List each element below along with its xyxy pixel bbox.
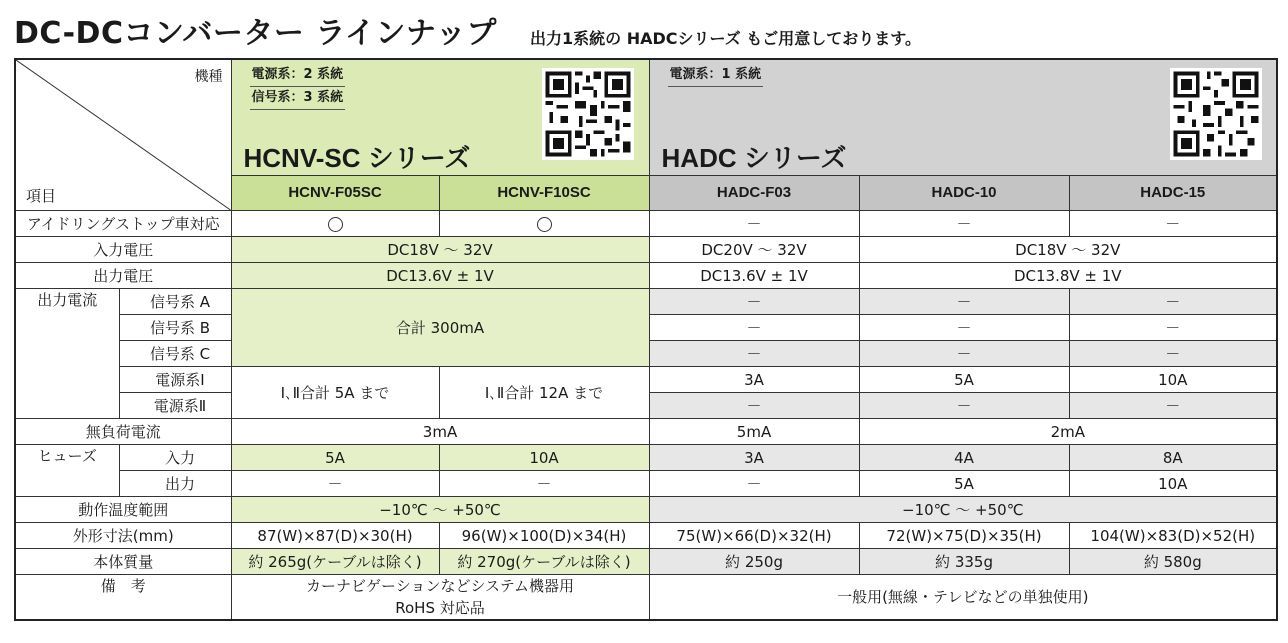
row-label-fuse: ヒューズ [15,445,119,497]
table-row [15,289,1277,315]
noload-hcnv: 3mA [231,419,649,445]
output-i-f05-power: Ⅰ､Ⅱ合計 5A まで [231,367,439,419]
sublabel-power-1: 電源系Ⅰ [119,367,231,393]
fuse-out-f05: － [231,471,439,497]
noload-f03: 5mA [649,419,859,445]
fuse-in-h10: 4A [859,445,1069,471]
sublabel-signal-a: 信号系 A [119,289,231,315]
header-corner-cell [15,59,231,211]
temp-hadc: −10℃ ～ +50℃ [649,497,1277,523]
model-hcnv-f10sc: HCNV-F10SC [439,175,649,210]
sublabel-fuse-out: 出力 [119,471,231,497]
sig-b-h10: － [859,315,1069,341]
dims-f10: 96(W)×100(D)×34(H) [439,523,649,549]
row-label-dims: 外形寸法(mm) [15,523,231,549]
output-i-f10-power: Ⅰ､Ⅱ合計 12A まで [439,367,649,419]
row-label-idle: アイドリングストップ車対応 [15,211,231,237]
idle-h10: － [859,211,1069,237]
model-hadc-10: HADC-10 [859,175,1069,210]
pow2-f03: － [649,393,859,419]
komoku-label: 項目 [26,187,57,205]
mass-f03: 約 250g [649,549,859,575]
pow2-h15: － [1069,393,1277,419]
sig-c-h15: － [1069,341,1277,367]
hcnv-qr-code-icon[interactable] [542,68,634,160]
table-row [15,263,1277,289]
idle-h15: － [1069,211,1277,237]
hadc-series-header [649,59,1277,175]
output-v-hadc: DC13.8V ± 1V [859,263,1277,289]
table-row [15,445,1277,471]
fuse-in-f05: 5A [231,445,439,471]
row-label-output-current: 出力電流 [15,289,119,419]
dims-h10: 72(W)×75(D)×35(H) [859,523,1069,549]
row-label-notes: 備 考 [15,575,231,621]
table-row [15,575,1277,621]
kishu-label: 機種 [194,69,223,85]
sig-b-h15: － [1069,315,1277,341]
sig-b-f03: － [649,315,859,341]
fuse-out-f10: － [439,471,649,497]
row-label-temp: 動作温度範囲 [15,497,231,523]
fuse-out-h15: 10A [1069,471,1277,497]
notes-hcnv [231,575,649,621]
idle-f03: － [649,211,859,237]
notes-hcnv-line2: RoHS 対応品 [395,599,485,617]
output-v-f03: DC13.6V ± 1V [649,263,859,289]
table-row [15,471,1277,497]
mass-f05: 約 265g(ケーブルは除く) [231,549,439,575]
hadc-power-tag: 電源系：1 系統 [668,64,764,87]
fuse-in-f03: 3A [649,445,859,471]
table-row [15,549,1277,575]
input-v-hadc: DC18V ～ 32V [859,237,1277,263]
page-title: DC-DCコンバーター ラインナップ [14,16,497,51]
table-row [15,211,1277,237]
hcnv-power-tag: 電源系：2 系統 [250,64,346,87]
lineup-table [14,58,1278,621]
pow1-h15: 10A [1069,367,1277,393]
row-label-input-voltage: 入力電圧 [15,237,231,263]
sig-c-f03: － [649,341,859,367]
sublabel-power-2: 電源系Ⅱ [119,393,231,419]
fuse-out-f03: － [649,471,859,497]
table-row [15,497,1277,523]
sublabel-signal-b: 信号系 B [119,315,231,341]
hcnv-signal-tag: 信号系：3 系統 [250,87,346,110]
table-row [15,367,1277,393]
sig-a-h10: － [859,289,1069,315]
hadc-qr-code-icon[interactable] [1170,68,1262,160]
hcnv-series-name: HCNV-SC シリーズ [243,142,471,173]
idle-f05-circle-icon [231,211,439,237]
model-hadc-f03: HADC-F03 [649,175,859,210]
idle-f10-circle-icon [439,211,649,237]
model-hadc-15: HADC-15 [1069,175,1277,210]
model-hcnv-f05sc: HCNV-F05SC [231,175,439,210]
table-row [15,523,1277,549]
pow1-f03: 3A [649,367,859,393]
input-v-f03: DC20V ～ 32V [649,237,859,263]
output-v-hcnv: DC13.6V ± 1V [231,263,649,289]
fuse-in-f10: 10A [439,445,649,471]
dims-h15: 104(W)×83(D)×52(H) [1069,523,1277,549]
sig-a-h15: － [1069,289,1277,315]
row-label-output-voltage: 出力電圧 [15,263,231,289]
temp-hcnv: −10℃ ～ +50℃ [231,497,649,523]
row-label-mass: 本体質量 [15,549,231,575]
input-v-hcnv: DC18V ～ 32V [231,237,649,263]
output-i-hcnv-signal: 合計 300mA [231,289,649,367]
dims-f03: 75(W)×66(D)×32(H) [649,523,859,549]
fuse-out-h10: 5A [859,471,1069,497]
table-row [15,237,1277,263]
noload-hadc: 2mA [859,419,1277,445]
hadc-series-name: HADC シリーズ [661,142,847,173]
mass-h10: 約 335g [859,549,1069,575]
page-subtitle: 出力1系統の HADCシリーズ もご用意しております。 [530,29,921,48]
pow1-h10: 5A [859,367,1069,393]
mass-f10: 約 270g(ケーブルは除く) [439,549,649,575]
mass-h15: 約 580g [1069,549,1277,575]
pow2-h10: － [859,393,1069,419]
sig-a-f03: － [649,289,859,315]
table-row [15,419,1277,445]
row-label-noload: 無負荷電流 [15,419,231,445]
sig-c-h10: － [859,341,1069,367]
sublabel-fuse-in: 入力 [119,445,231,471]
notes-hcnv-line1: カーナビゲーションなどシステム機器用 [306,577,574,595]
sublabel-signal-c: 信号系 C [119,341,231,367]
hcnv-series-header [231,59,649,175]
fuse-in-h15: 8A [1069,445,1277,471]
dims-f05: 87(W)×87(D)×30(H) [231,523,439,549]
notes-hadc: 一般用(無線・テレビなどの単独使用) [649,575,1277,621]
